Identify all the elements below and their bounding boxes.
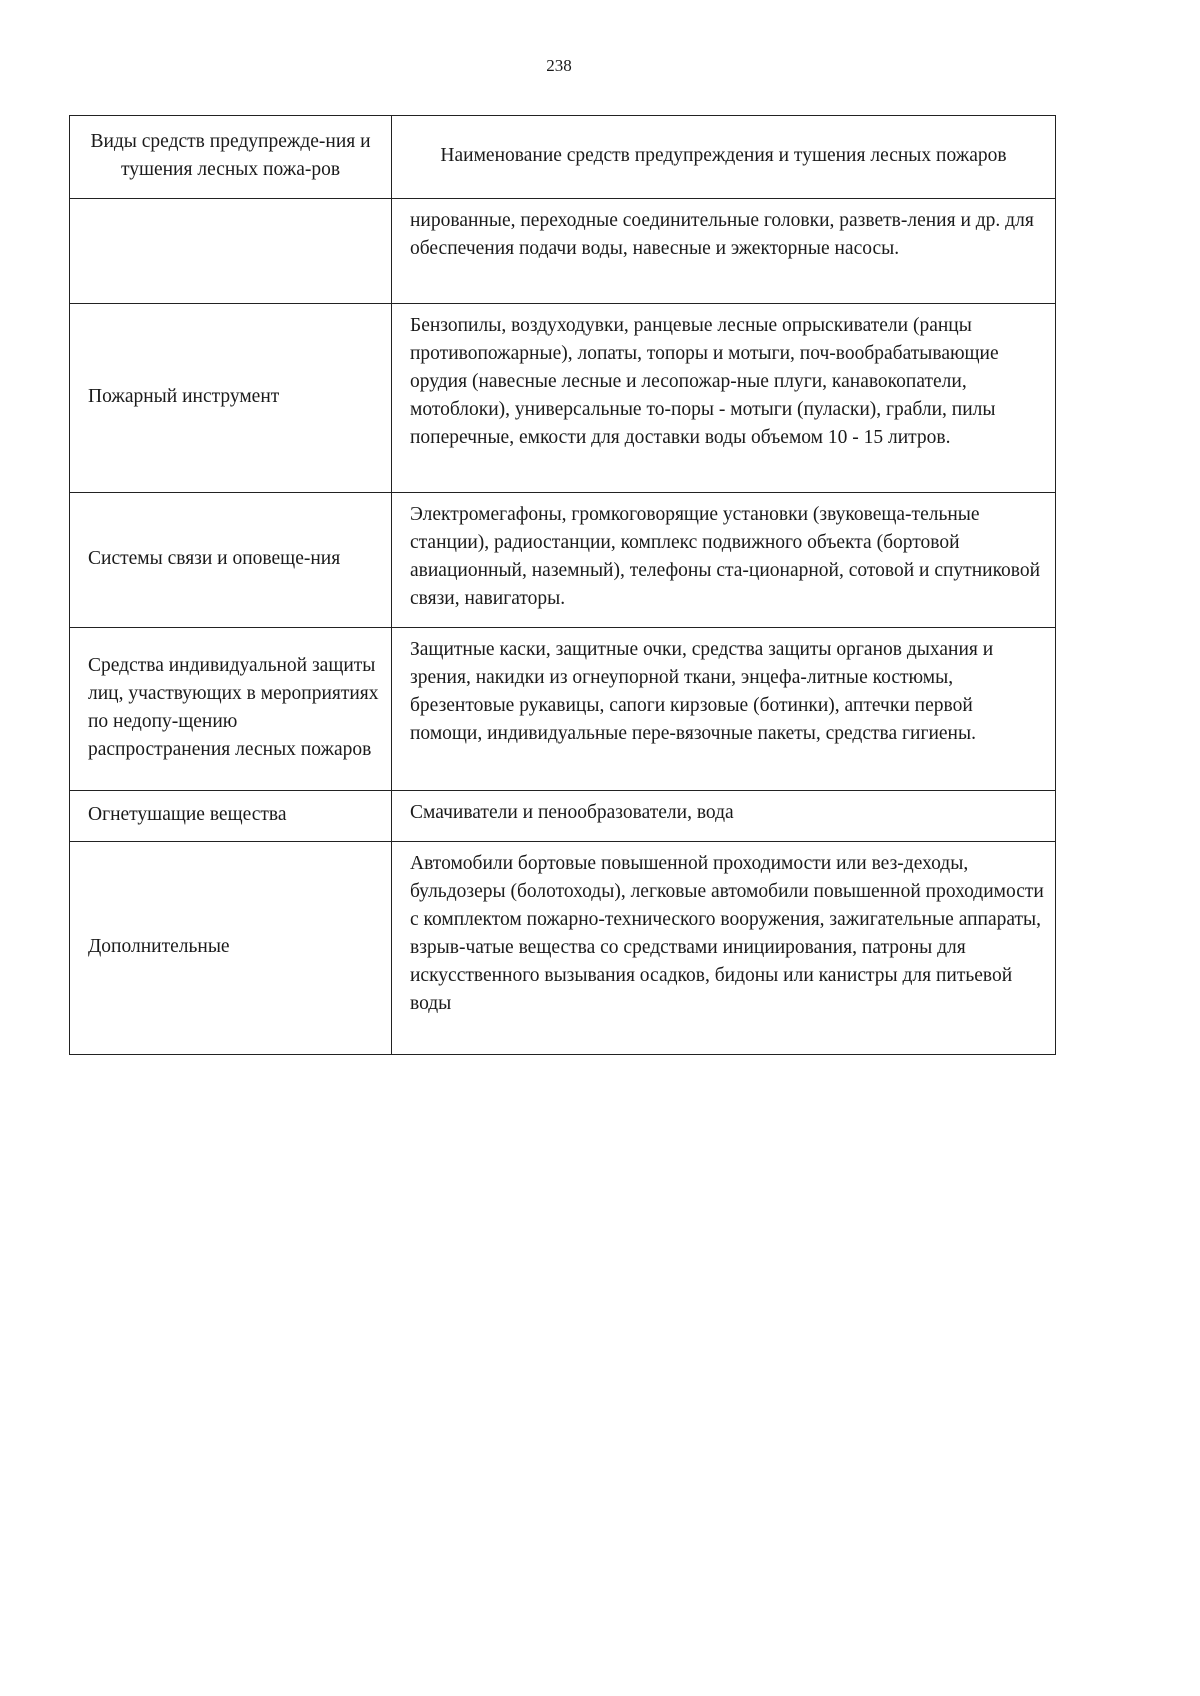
table-row xyxy=(70,842,1056,1055)
table-header xyxy=(70,116,1056,199)
table-row xyxy=(70,628,1056,791)
page-number: 238 xyxy=(546,56,572,75)
column-header-names: Наименование средств предупреждения и тушения лесных пожаров xyxy=(392,116,1056,199)
fire-equipment-table xyxy=(69,115,1056,1055)
table-body xyxy=(70,199,1056,1055)
cell-items: Бензопилы, воздуходувки, ранцевые лесные опрыскиватели (ранцы противопожарные), лопаты, топоры и мотыги, поч-вообрабатывающие орудия (навесные лесные и лесопожар-ные плуги, канавокопатели, мотоблоки), универсальные то-поры - мотыги (пуласки), грабли, пилы поперечные, емкости для доставки воды объемом 10 - 15 литров. xyxy=(392,304,1056,493)
cell-items: Автомобили бортовые повышенной проходимости или вез-деходы, бульдозеры (болотоходы), легковые автомобили повышенной проходимости с комплектом пожарно-технического вооружения, зажигательные аппараты, взрыв-чатые вещества со средствами инициирования, патроны для искусственного вызывания осадков, бидоны или канистры для питьевой воды xyxy=(392,842,1056,1055)
cell-items: Защитные каски, защитные очки, средства защиты органов дыхания и зрения, накидки из огнеупорной ткани, энцефа-литные костюмы, брезентовые рукавицы, сапоги кирзовые (ботинки), аптечки первой помощи, индивидуальные пере-вязочные пакеты, средства гигиены. xyxy=(392,628,1056,791)
cell-category: Системы связи и оповеще-ния xyxy=(70,493,392,628)
cell-category xyxy=(70,199,392,304)
table-row xyxy=(70,304,1056,493)
table-row xyxy=(70,493,1056,628)
cell-category: Средства индивидуальной защиты лиц, участвующих в мероприятиях по недопу-щению распространения лесных пожаров xyxy=(70,628,392,791)
table-header-row xyxy=(70,116,1056,199)
cell-category: Огнетушащие вещества xyxy=(70,791,392,842)
cell-items: Электромегафоны, громкоговорящие установки (звуковеща-тельные станции), радиостанции, комплекс подвижного объекта (бортовой авиационный, наземный), телефоны ста-ционарной, сотовой и спутниковой связи, навигаторы. xyxy=(392,493,1056,628)
column-header-types: Виды средств предупрежде-ния и тушения лесных пожа-ров xyxy=(70,116,392,199)
cell-items: нированные, переходные соединительные головки, разветв-ления и др. для обеспечения подачи воды, навесные и эжекторные насосы. xyxy=(392,199,1056,304)
cell-category: Дополнительные xyxy=(70,842,392,1055)
table-row xyxy=(70,791,1056,842)
cell-items: Смачиватели и пенообразователи, вода xyxy=(392,791,1056,842)
table-row xyxy=(70,199,1056,304)
cell-category: Пожарный инструмент xyxy=(70,304,392,493)
